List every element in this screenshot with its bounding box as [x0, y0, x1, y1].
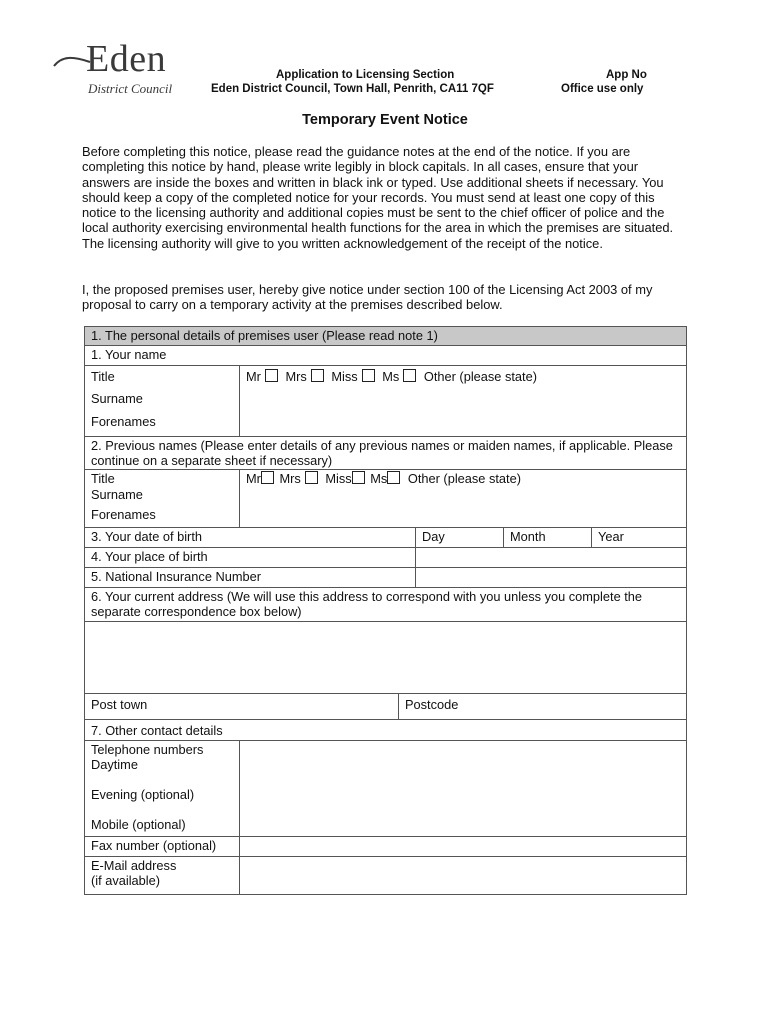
title-option-ms: Ms [382, 369, 400, 384]
name-labels-cell [85, 366, 240, 437]
title-option-miss: Miss [331, 369, 358, 384]
email-label: E-Mail address [91, 858, 177, 873]
dob-day-field[interactable]: Day [416, 528, 504, 548]
section1-header: 1. The personal details of premises user (Please read note 1) [85, 327, 687, 346]
prev-title-label: Title [91, 471, 115, 486]
prev-mr-checkbox[interactable] [261, 471, 274, 484]
prev-title-option-mr: Mr [246, 471, 261, 486]
premises-user-form [84, 326, 687, 895]
prev-surname-label: Surname [91, 487, 143, 502]
current-address-label: 6. Your current address (We will use this address to correspond with you unless you complete the separate correspondence box below) [85, 588, 687, 622]
ni-number-field[interactable] [416, 568, 687, 588]
title-option-mr: Mr [246, 369, 261, 384]
dob-year-field[interactable]: Year [592, 528, 687, 548]
prev-name-input-cell[interactable] [240, 470, 687, 528]
prev-title-option-ms: Ms [370, 471, 388, 486]
ni-number-label: 5. National Insurance Number [85, 568, 416, 588]
your-name-label: 1. Your name [85, 346, 687, 366]
telephone-label: Telephone numbers [91, 742, 204, 757]
fax-label: Fax number (optional) [85, 837, 240, 857]
licensing-section-line: Application to Licensing Section [276, 69, 455, 81]
surname-label: Surname [91, 391, 143, 406]
intro-paragraph: Before completing this notice, please read the guidance notes at the end of the notice. If you are completing this notice by hand, please write legibly in block capitals. In all cases, ensure that your answers are inside the boxes and written in black ink or typed. Use additional sheets if necessary. You should keep a copy of the completed notice for your records. You must send at least one copy of this notice to the licensing authority and additional copies must be sent to the chief officer of police and the local authority exercising environmental health functions for the area in which the premises are situated. The licensing authority will give to you written acknowledgement of the receipt of the notice. [82, 144, 674, 251]
title-option-mrs: Mrs [285, 369, 307, 384]
place-of-birth-label: 4. Your place of birth [85, 548, 416, 568]
email-labels-cell [85, 857, 240, 895]
prev-mrs-checkbox[interactable] [305, 471, 318, 484]
previous-names-label: 2. Previous names (Please enter details of any previous names or maiden names, if applicable. Please continue on a separate sheet if necessary) [85, 437, 687, 470]
telephone-labels-cell [85, 741, 240, 837]
prev-name-labels-cell [85, 470, 240, 528]
evening-label: Evening (optional) [91, 787, 195, 802]
date-of-birth-label: 3. Your date of birth [85, 528, 416, 548]
mobile-label: Mobile (optional) [91, 817, 186, 832]
miss-checkbox[interactable] [362, 369, 375, 382]
ms-checkbox[interactable] [403, 369, 416, 382]
mrs-checkbox[interactable] [311, 369, 324, 382]
title-option-other: Other (please state) [423, 369, 537, 384]
daytime-label: Daytime [91, 757, 138, 772]
app-no-label: App No [606, 69, 647, 81]
telephone-field[interactable] [240, 741, 687, 837]
prev-title-option-other: Other (please state) [407, 471, 521, 486]
prev-miss-checkbox[interactable] [352, 471, 365, 484]
mr-checkbox[interactable] [265, 369, 278, 382]
email-field[interactable] [240, 857, 687, 895]
council-address-line: Eden District Council, Town Hall, Penrith, CA11 7QF [211, 83, 494, 95]
logo-wordmark: Eden [86, 38, 167, 80]
prev-title-option-mrs: Mrs [279, 471, 301, 486]
dob-month-field[interactable]: Month [504, 528, 592, 548]
email-note: (if available) [91, 873, 160, 888]
fax-field[interactable] [240, 837, 687, 857]
prev-forenames-label: Forenames [91, 507, 156, 522]
forenames-label: Forenames [91, 414, 156, 429]
page-title: Temporary Event Notice [302, 112, 468, 128]
post-town-field[interactable]: Post town [85, 694, 399, 720]
name-input-cell[interactable] [240, 366, 687, 437]
office-use-label: Office use only [561, 83, 644, 95]
prev-title-option-miss: Miss [325, 471, 352, 486]
prev-ms-checkbox[interactable] [387, 471, 400, 484]
other-contact-label: 7. Other contact details [85, 720, 687, 741]
address-field[interactable] [85, 622, 687, 694]
declaration-paragraph: I, the proposed premises user, hereby give notice under section 100 of the Licensing Act 2003 of my proposal to carry on a temporary activity at the premises described below. [82, 282, 653, 313]
postcode-field[interactable]: Postcode [399, 694, 687, 720]
place-of-birth-field[interactable] [416, 548, 687, 568]
title-label: Title [91, 369, 115, 384]
logo-subtitle: District Council [88, 81, 173, 96]
